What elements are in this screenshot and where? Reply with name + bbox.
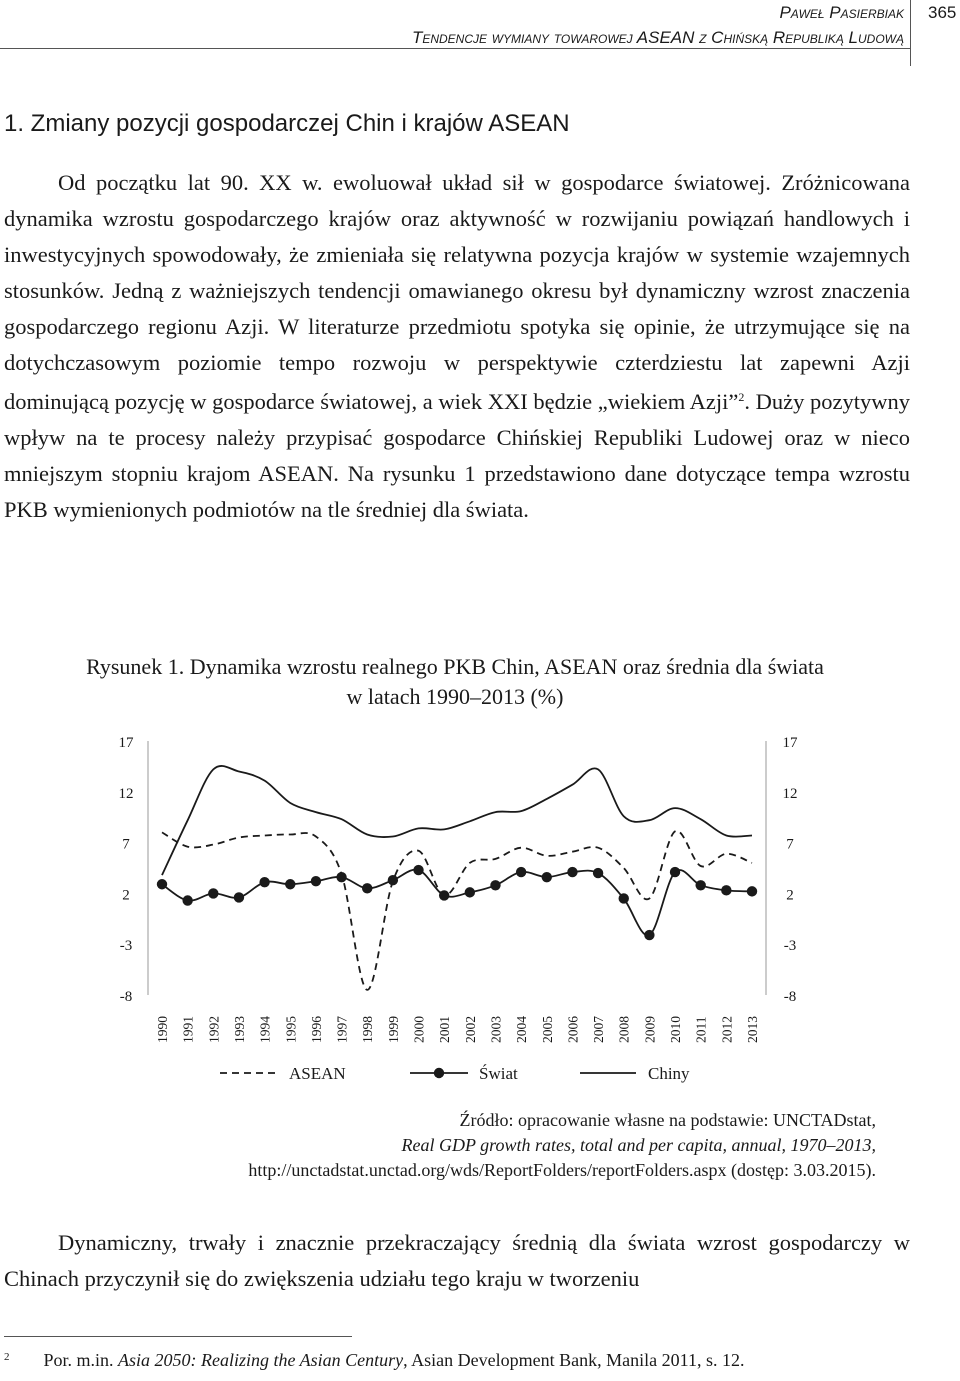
world-point <box>670 867 680 877</box>
x-tick-label: 2000 <box>411 1016 427 1043</box>
world-point <box>619 893 629 903</box>
world-point <box>336 872 346 882</box>
header-rule-horizontal <box>0 48 910 49</box>
footnote-title: Asia 2050: Realizing the Asian Century <box>118 1350 404 1370</box>
world-point <box>465 887 475 897</box>
header-running-title: Tendencje wymiany towarowej ASEAN z Chińską Republiką Ludową <box>411 28 904 47</box>
legend-label-asean: ASEAN <box>289 1064 346 1083</box>
x-tick-label: 2013 <box>745 1016 760 1043</box>
figure-caption-line-2: w latach 1990–2013 (%) <box>346 684 564 709</box>
source-line-1: Źródło: opracowanie własne na podstawie: UNCTADstat, <box>459 1110 876 1130</box>
legend-label-world: Świat <box>479 1064 518 1083</box>
y-tick-label-right: 7 <box>786 836 794 853</box>
figure-caption <box>0 652 910 712</box>
world-point <box>721 885 731 895</box>
world-point <box>644 930 654 940</box>
footnote-number: 2 <box>4 1351 10 1363</box>
y-tick-label-right: -8 <box>783 989 797 1005</box>
world-point <box>490 880 500 890</box>
x-tick-label: 1999 <box>385 1016 401 1043</box>
world-point <box>413 865 423 875</box>
world-point <box>695 880 705 890</box>
page-number: 365 <box>928 3 957 22</box>
x-tick-label: 2006 <box>565 1016 581 1043</box>
section-heading: 1. Zmiany pozycji gospodarczej Chin i krajów ASEAN <box>4 110 570 137</box>
x-tick-label: 2003 <box>488 1016 504 1043</box>
y-tick-label-left: 12 <box>118 785 134 802</box>
x-tick-label: 1997 <box>334 1016 350 1043</box>
y-tick-label-left: -8 <box>119 989 133 1005</box>
x-tick-label: 2009 <box>642 1016 658 1043</box>
world-point <box>234 892 244 902</box>
source-line-2: Real GDP growth rates, total and per capita, annual, 1970–2013, <box>401 1135 876 1155</box>
header-author: Paweł Pasierbiak <box>779 3 904 22</box>
chart-legend <box>220 1064 690 1083</box>
y-tick-label-right: -3 <box>783 938 797 955</box>
world-point <box>542 872 552 882</box>
y-tick-label-right: 12 <box>782 785 798 802</box>
paragraph-1 <box>4 165 910 528</box>
y-tick-label-right: 17 <box>782 735 798 751</box>
x-tick-label: 2011 <box>693 1016 709 1043</box>
world-point <box>516 867 526 877</box>
chart-axes <box>119 735 799 1005</box>
series-line-china <box>162 766 752 875</box>
chart-x-tick-labels <box>155 1016 760 1043</box>
world-point <box>593 868 603 878</box>
world-point <box>747 886 757 896</box>
series-line-world <box>162 870 752 936</box>
x-tick-label: 1998 <box>360 1016 376 1043</box>
running-header <box>0 0 960 70</box>
paragraph-1-text-a: Od początku lat 90. XX w. ewoluował układ sił w gospodarce światowej. Zróżnicowana dynamika wzrostu gospodarczego krajów oraz aktywność w rozwijaniu powiązań handlowych i inwestycyjnych spowodowały, że zmieniała się relatywna pozycja krajów w systemie wzajemnych stosunków. Jedną z ważniejszych tendencji omawianego okresu był dynamiczny wzrost znaczenia gospodarczego regionu Azji. W literaturze przedmiotu spotyka się opinie, że utrzymujące się na dotychczasowym poziomie tempo rozwoju w perspektywie czterdziestu lat zapewni Azji dominującą pozycję w gospodarce światowej, a wiek XXI będzie „wiekiem Azji” <box>4 170 910 415</box>
x-tick-label: 2004 <box>514 1016 530 1043</box>
world-point <box>362 883 372 893</box>
chart-series <box>157 766 757 990</box>
x-tick-label: 2010 <box>668 1016 684 1043</box>
y-tick-label-left: 7 <box>122 836 130 853</box>
figure-caption-line-1: Rysunek 1. Dynamika wzrostu realnego PKB Chin, ASEAN oraz średnia dla świata <box>86 654 824 679</box>
x-tick-label: 2001 <box>437 1016 453 1043</box>
y-tick-label-right: 2 <box>786 887 794 904</box>
y-tick-label-left: 17 <box>118 735 134 751</box>
y-tick-label-left: 2 <box>122 887 130 904</box>
x-tick-label: 2005 <box>539 1016 555 1043</box>
world-point <box>285 879 295 889</box>
legend-marker-world <box>434 1068 444 1078</box>
figure-source <box>40 1108 876 1183</box>
x-tick-label: 1990 <box>155 1016 170 1043</box>
gdp-growth-chart <box>0 725 960 1105</box>
legend-label-china: Chiny <box>648 1064 690 1083</box>
x-tick-label: 1991 <box>180 1016 196 1043</box>
footnote <box>4 1350 934 1371</box>
world-point <box>259 877 269 887</box>
footnote-reference: 2 <box>738 390 745 405</box>
x-tick-label: 2008 <box>616 1016 632 1043</box>
source-line-3: http://unctadstat.unctad.org/wds/ReportFolders/reportFolders.aspx (dostęp: 3.03.2015). <box>248 1160 876 1180</box>
footnote-rule <box>4 1336 352 1337</box>
x-tick-label: 1995 <box>283 1016 299 1043</box>
x-tick-label: 2002 <box>462 1016 478 1043</box>
x-tick-label: 2012 <box>719 1016 735 1043</box>
world-point <box>439 890 449 900</box>
header-rule-vertical <box>910 0 911 66</box>
x-tick-label: 1996 <box>308 1016 324 1043</box>
footnote-rest: , Asian Development Bank, Manila 2011, s. 12. <box>403 1350 745 1370</box>
x-tick-label: 1992 <box>206 1016 222 1043</box>
world-point <box>388 875 398 885</box>
x-tick-label: 2007 <box>591 1016 607 1043</box>
paragraph-1-text-b: . Duży pozytywny wpływ na te procesy należy przypisać gospodarce Chińskiej Republiki Ludowej oraz w nieco mniejszym stopniu krajom ASEAN. Na rysunku 1 przedstawiono dane dotyczące tempa wzrostu PKB wymienionych podmiotów na tle średniej dla świata. <box>4 389 910 523</box>
x-tick-label: 1993 <box>231 1016 247 1043</box>
world-point <box>567 867 577 877</box>
world-point <box>182 895 192 905</box>
y-tick-label-left: -3 <box>119 938 133 955</box>
world-point <box>208 888 218 898</box>
world-point <box>157 879 167 889</box>
series-line-asean <box>162 831 752 990</box>
paragraph-2: Dynamiczny, trwały i znacznie przekraczający średnią dla świata wzrost gospodarczy w Chinach przyczynił się do zwiększenia udziału tego kraju w tworzeniu <box>4 1230 910 1291</box>
x-tick-label: 1994 <box>257 1016 273 1043</box>
world-point <box>311 876 321 886</box>
footnote-lead: Por. m.in. <box>43 1350 114 1370</box>
